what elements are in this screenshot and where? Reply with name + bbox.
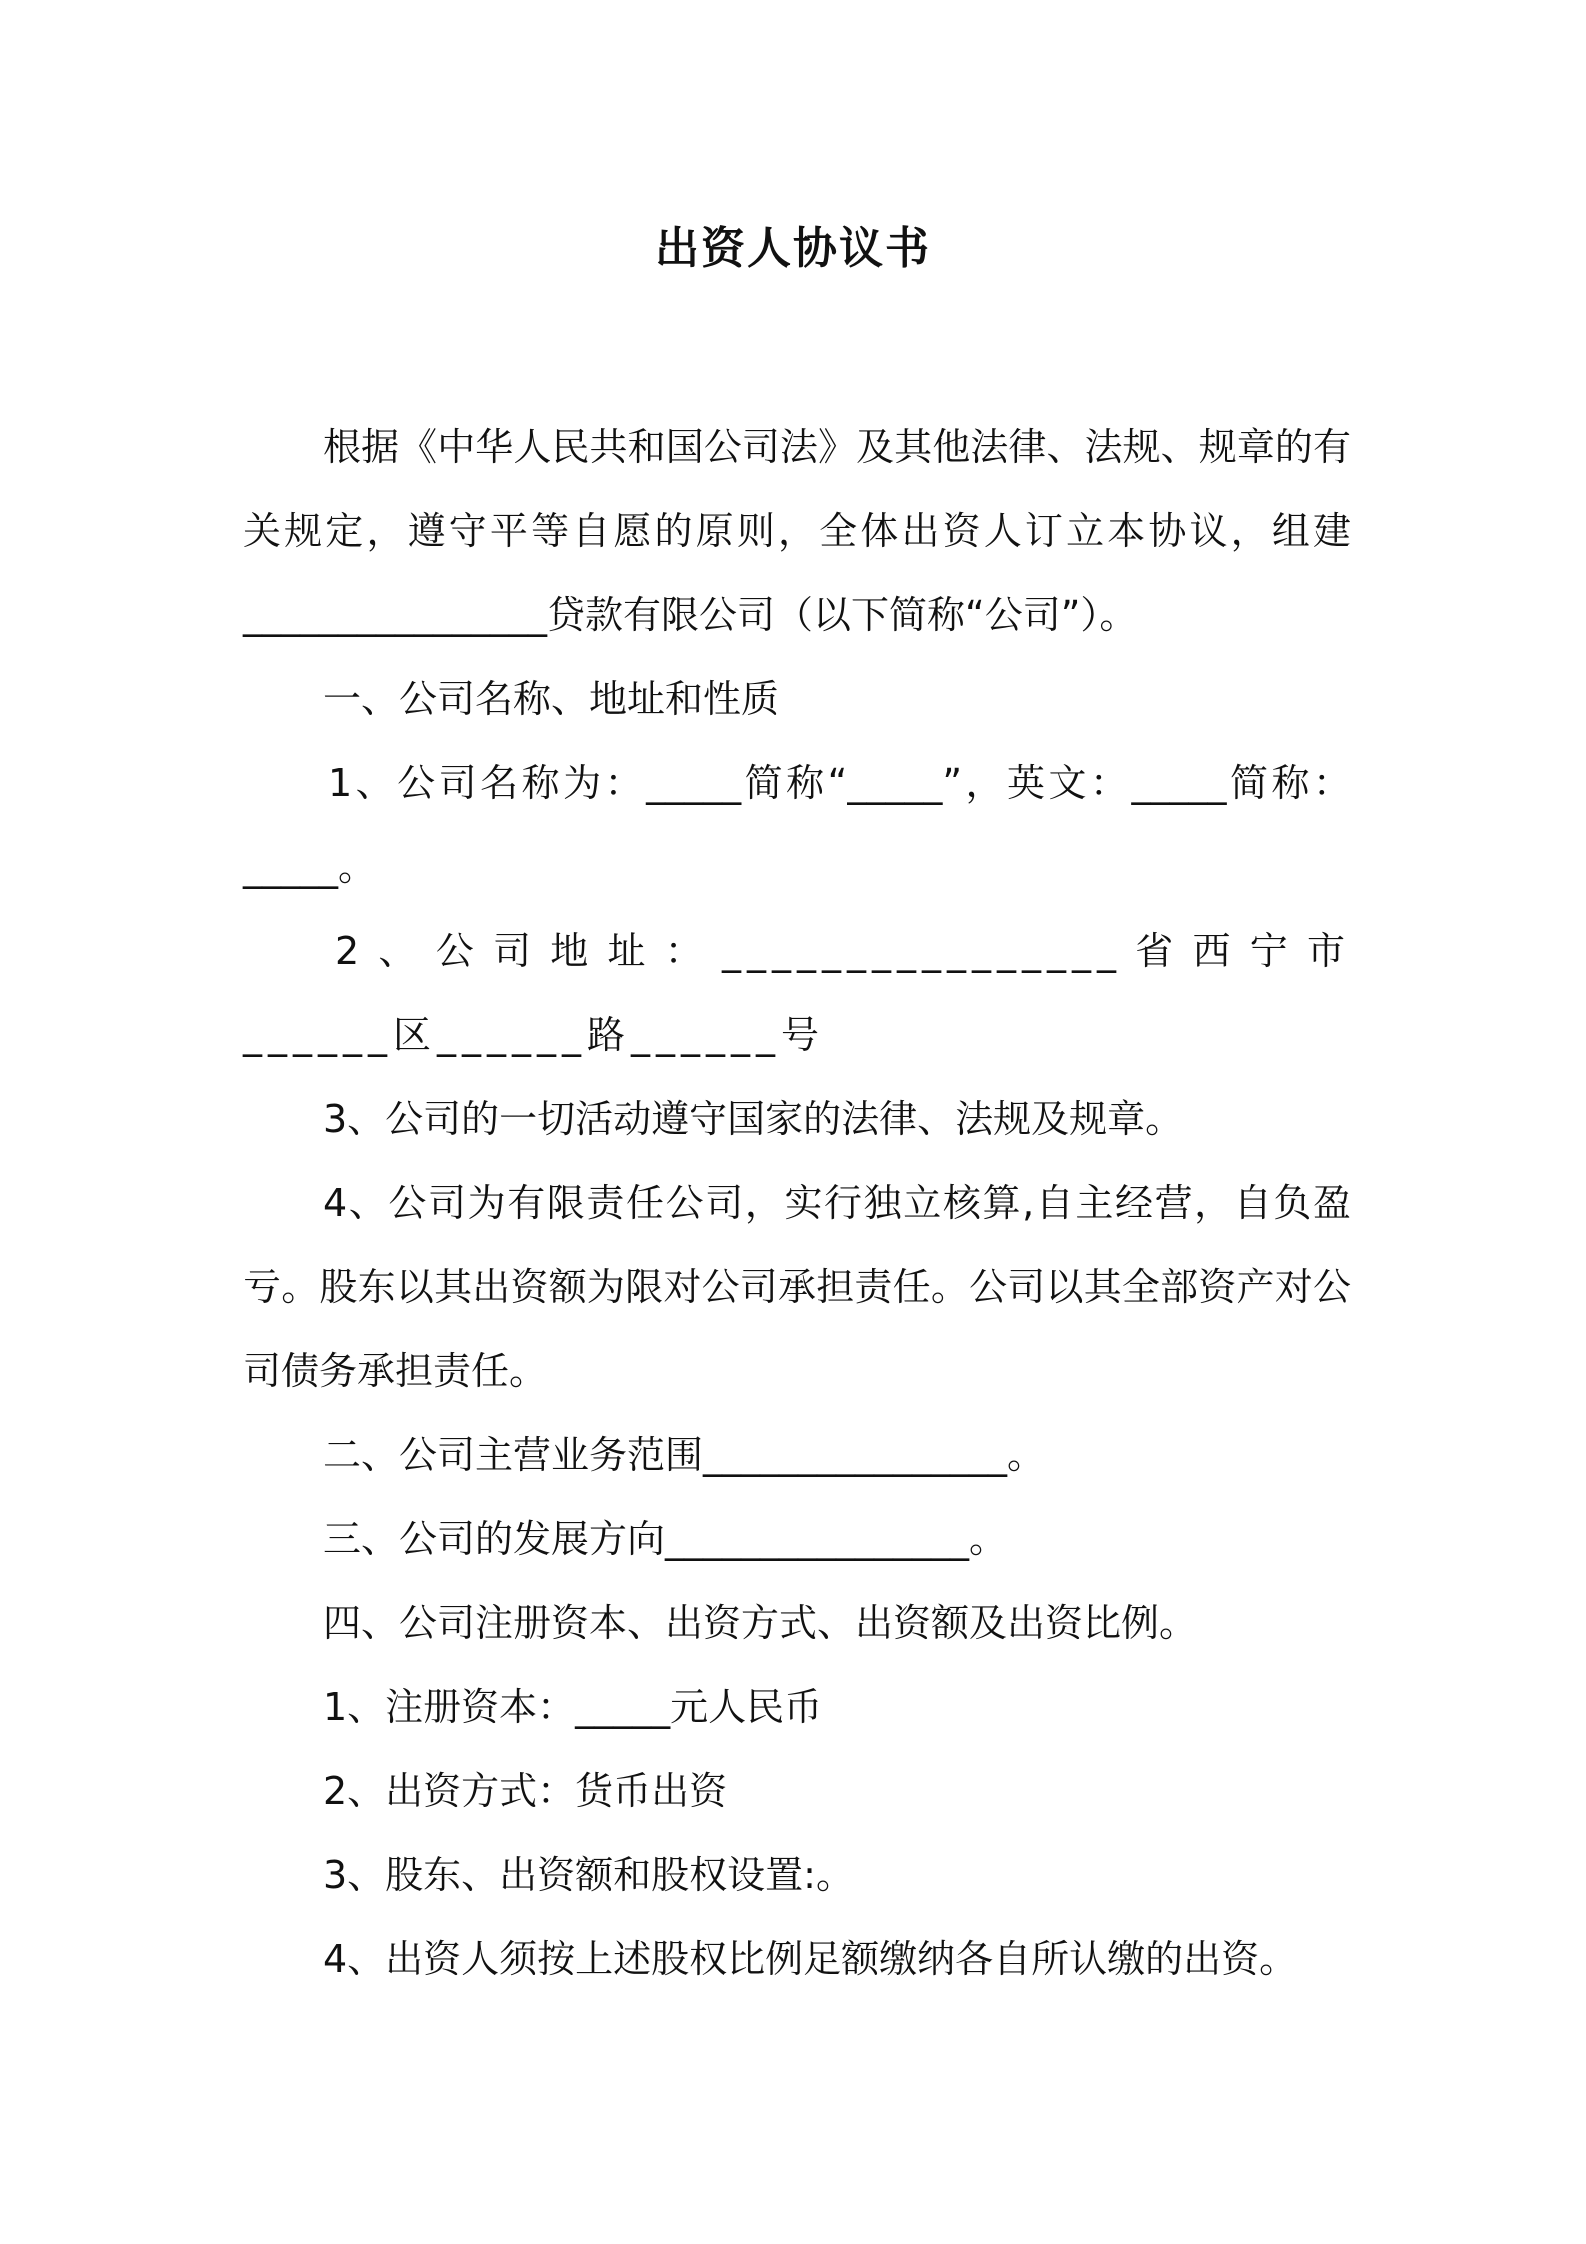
section-4-heading: 四、公司注册资本、出资方式、出资额及出资比例。 (323, 1601, 1198, 1645)
document-title: 出资人协议书 (655, 223, 931, 274)
clause-4-2-contribution-method: 2、出资方式：货币出资 (323, 1769, 728, 1813)
clause-4-3-shareholders: 3、股东、出资额和股权设置:。 (323, 1853, 854, 1897)
section-1-heading: 一、公司名称、地址和性质 (323, 677, 780, 721)
preamble-paragraph: 根据《中华人民共和国公司法》及其他法律、法规、规章的有关规定，遵守平等自愿的原则，全体出资人订立本协议，组建________________贷款有限公司（以下简称“公司”）。 (243, 425, 1351, 637)
clause-4-4-full-payment: 4、出资人须按上述股权比例足额缴纳各自所认缴的出资。 (323, 1937, 1298, 1981)
clause-1-4-liability: 4、公司为有限责任公司，实行独立核算,自主经营，自负盈亏。股东以其出资额为限对公司承担责任。公司以其全部资产对公司债务承担责任。 (243, 1181, 1351, 1393)
clause-1-3-compliance: 3、公司的一切活动遵守国家的法律、法规及规章。 (323, 1097, 1184, 1141)
clause-4-1-registered-capital: 1、注册资本：_____元人民币 (323, 1685, 823, 1729)
document-body (243, 405, 1351, 2001)
section-3-development: 三、公司的发展方向________________。 (323, 1517, 1008, 1561)
section-2-business-scope: 二、公司主营业务范围________________。 (323, 1433, 1046, 1477)
clause-1-2-company-address: 2、公司地址：________________省西宁市______区______路______号 (243, 929, 1351, 1057)
clause-1-1-company-name: 1、公司名称为：_____简称“_____”，英文：_____简称：_____。 (243, 761, 1351, 889)
